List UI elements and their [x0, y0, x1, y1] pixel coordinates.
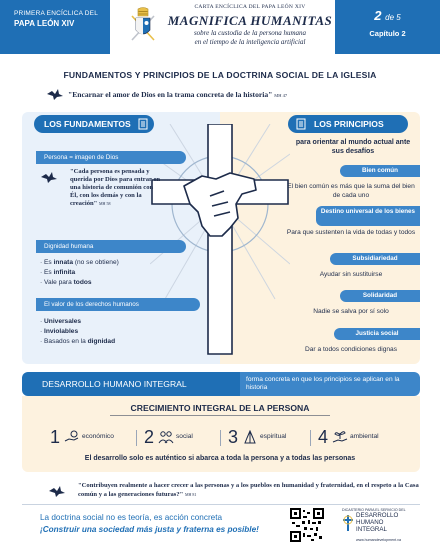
- principio-tag: Bien común: [340, 165, 420, 177]
- footer-line2: ¡Construir una sociedad más justa y fraterna es posible!: [40, 525, 259, 534]
- principio-tag: Solidaridad: [340, 290, 420, 302]
- main-title: FUNDAMENTOS Y PRINCIPIOS DE LA DOCTRINA SOCIAL DE LA IGLESIA: [63, 70, 377, 80]
- derechos-tag: El valor de los derechos humanos: [36, 298, 200, 311]
- document-subtitle: [166, 29, 334, 46]
- list-item: · Es infinita: [40, 268, 119, 278]
- divider: [220, 430, 221, 446]
- main-quote-text: "Encarnar el amor de Dios en la trama concreta de la historia": [68, 90, 273, 99]
- principio-tag: Subsidiariedad: [330, 253, 420, 265]
- header-right-band: [335, 0, 440, 54]
- coins-hand-icon: [64, 430, 80, 444]
- persona-quote-text: "Cada persona es pensada y querida por Dios para entrar en una historia de comunión con Él, con los demás y con la creación": [70, 168, 161, 207]
- fundamentos-heading-text: LOS FUNDAMENTOS: [44, 119, 131, 129]
- persona-tag: Persona = imagen de Dios: [36, 151, 186, 164]
- plant-hand-icon: [332, 430, 348, 444]
- persona-quote-ref: MH 58: [99, 201, 111, 206]
- dicastery-logo-icon: [342, 514, 354, 532]
- dicastery-name: [356, 513, 426, 533]
- dignidad-list: [40, 258, 119, 288]
- subtitle-line2: en el tiempo de la inteligencia artificial: [194, 37, 306, 46]
- list-item: · Vale para todos: [40, 278, 119, 288]
- crecimiento-title: CRECIMIENTO INTEGRAL DE LA PERSONA: [130, 403, 310, 413]
- header-left-line2: PAPA LEÓN XIV: [14, 19, 75, 28]
- dimension-number: 4: [318, 427, 329, 447]
- list-item: · Basados en la dignidad: [40, 337, 115, 347]
- divider: [136, 430, 137, 446]
- principio-text: El bien común es más que la suma del bien de cada uno: [287, 183, 415, 199]
- desarrollo-note: forma concreta en que los principios se aplican en la historia: [230, 372, 420, 396]
- header-title-block: [110, 0, 335, 54]
- praying-hands-icon: [242, 430, 258, 444]
- list-item: · Universales: [40, 317, 115, 327]
- dove-icon: [40, 172, 58, 184]
- dimension-label: ambiental: [350, 433, 379, 440]
- principio-tag: Justicia social: [334, 328, 420, 340]
- dimension-label: económico: [82, 433, 114, 440]
- list-item: · Es innata (no se obtiene): [40, 258, 119, 268]
- principio-text: Nadie se salva por sí solo: [313, 308, 389, 315]
- subtitle-line1: sobre la custodia de la persona humana: [193, 29, 307, 37]
- chapter-label: Capítulo 2: [369, 29, 406, 38]
- principio-text: Dar a todos condiciones dignas: [304, 346, 397, 353]
- list-item: · Inviolables: [40, 327, 115, 337]
- header-kicker: CARTA ENCÍCLICA DEL PAPA LEÓN XIV: [194, 4, 306, 10]
- fundamentos-heading: [34, 115, 154, 133]
- dimension-label: social: [176, 433, 193, 440]
- header-left-band: [0, 0, 110, 54]
- derechos-list: [40, 317, 115, 347]
- dimension-label: espiritual: [260, 433, 287, 440]
- divider: [310, 430, 311, 446]
- dove-icon: [48, 486, 66, 498]
- principio-tag: Destino universal de los bienes: [316, 206, 420, 226]
- persona-quote: [70, 168, 162, 208]
- dignidad-tag: Dignidad humana: [36, 240, 186, 253]
- dicastery-url[interactable]: www.humandevelopment.va: [356, 538, 401, 542]
- page-indicator: [335, 8, 440, 23]
- footer-line1: La doctrina social no es teoría, es acción concreta: [40, 513, 223, 522]
- principios-intro: para orientar al mundo actual ante sus desafíos: [295, 139, 411, 155]
- principio-text: Ayudar sin sustituirse: [319, 271, 383, 278]
- divider: [22, 504, 420, 505]
- dimension-number: 3: [228, 427, 239, 447]
- main-quote-ref: MH 47: [274, 93, 288, 98]
- divider: [110, 415, 330, 416]
- bottom-quote: [78, 482, 423, 499]
- document-title: MAGNIFICA HUMANITAS: [167, 13, 333, 28]
- dicastery-name-line: HUMANO: [356, 518, 384, 526]
- principio-text: Para que sustenten la vida de todas y todos: [286, 229, 416, 236]
- desarrollo-heading: DESARROLLO HUMANO INTEGRAL: [22, 372, 240, 396]
- principios-heading: [288, 115, 408, 133]
- crecimiento-footer: El desarrollo solo es auténtico si abarca a toda la persona y a todas las personas: [84, 455, 356, 462]
- dimension-number: 2: [144, 427, 155, 447]
- dimension-number: 1: [50, 427, 61, 447]
- header-left-line1: PRIMERA ENCÍCLICA DEL: [14, 10, 99, 17]
- papal-crest-icon: [126, 6, 160, 46]
- principios-heading-text: LOS PRINCIPIOS: [314, 119, 384, 129]
- dicastery-small-label: DICASTERIO PARA EL SERVICIO DEL: [342, 508, 406, 512]
- main-quote: [38, 88, 418, 102]
- dicastery-name-line: INTEGRAL: [356, 525, 387, 533]
- header: [0, 0, 440, 54]
- book-icon: [138, 118, 148, 130]
- book-icon: [296, 118, 306, 130]
- qr-code-icon[interactable]: [290, 508, 324, 542]
- bottom-quote-ref: MH 81: [184, 491, 197, 497]
- dicastery-name-line: DESARROLLO: [356, 512, 399, 519]
- people-icon: [158, 430, 174, 444]
- page-of: de 5: [385, 13, 401, 22]
- bottom-quote-text: "Contribuyen realmente a hacer crecer a las personas y a los pueblos en humanidad y fraternidad, en el respeto a la Casa común y a las generaciones futuras?": [78, 482, 419, 498]
- dove-icon: [46, 88, 64, 101]
- page-number: 2: [374, 8, 382, 23]
